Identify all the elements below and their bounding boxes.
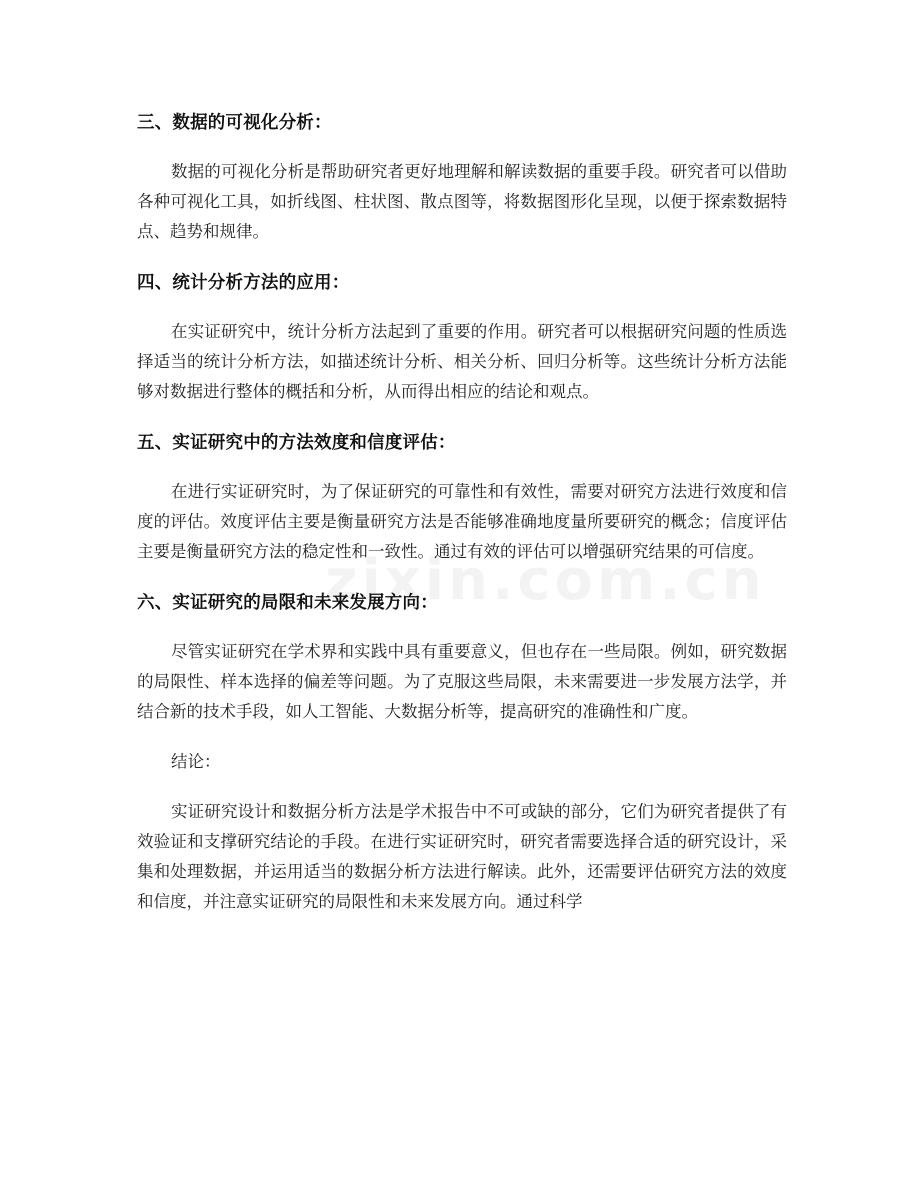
section-body-3: 数据的可视化分析是帮助研究者更好地理解和解读数据的重要手段。研究者可以借助各种可视化工具，如折线图、柱状图、散点图等，将数据图形化呈现，以便于探索数据特点、趋势和规律。 — [137, 162, 787, 241]
section-heading-4: 四、统计分析方法的应用： — [137, 273, 350, 293]
section-body-5: 在进行实证研究时，为了保证研究的可靠性和有效性，需要对研究方法进行效度和信度的评估。效度评估主要是衡量研究方法是否能够准确地度量所要研究的概念；信度评估主要是衡量研究方法的稳定性和一致性。通过有效的评估可以增强研究结果的可信度。 — [137, 482, 787, 561]
section-heading-6: 六、实证研究的局限和未来发展方向： — [137, 593, 438, 613]
section-body-6: 尽管实证研究在学术界和实践中具有重要意义，但也存在一些局限。例如，研究数据的局限性、样本选择的偏差等问题。为了克服这些局限，未来需要进一步发展方法学，并结合新的技术手段，如人工智能、大数据分析等，提高研究的准确性和广度。 — [137, 642, 787, 721]
conclusion-body: 实证研究设计和数据分析方法是学术报告中不可或缺的部分，它们为研究者提供了有效验证和支撑研究结论的手段。在进行实证研究时，研究者需要选择合适的研究设计，采集和处理数据，并运用适当的数据分析方法进行解读。此外，还需要评估研究方法的效度和信度，并注意实证研究的局限性和未来发展方向。通过科学 — [137, 802, 787, 911]
document-content — [137, 108, 787, 917]
section-heading-3: 三、数据的可视化分析： — [137, 113, 332, 133]
section-heading-5: 五、实证研究中的方法效度和信度评估： — [137, 433, 456, 453]
conclusion-label: 结论： — [171, 752, 221, 771]
section-body-4: 在实证研究中，统计分析方法起到了重要的作用。研究者可以根据研究问题的性质选择适当的统计分析方法，如描述统计分析、相关分析、回归分析等。这些统计分析方法能够对数据进行整体的概括和分析，从而得出相应的结论和观点。 — [137, 322, 787, 401]
